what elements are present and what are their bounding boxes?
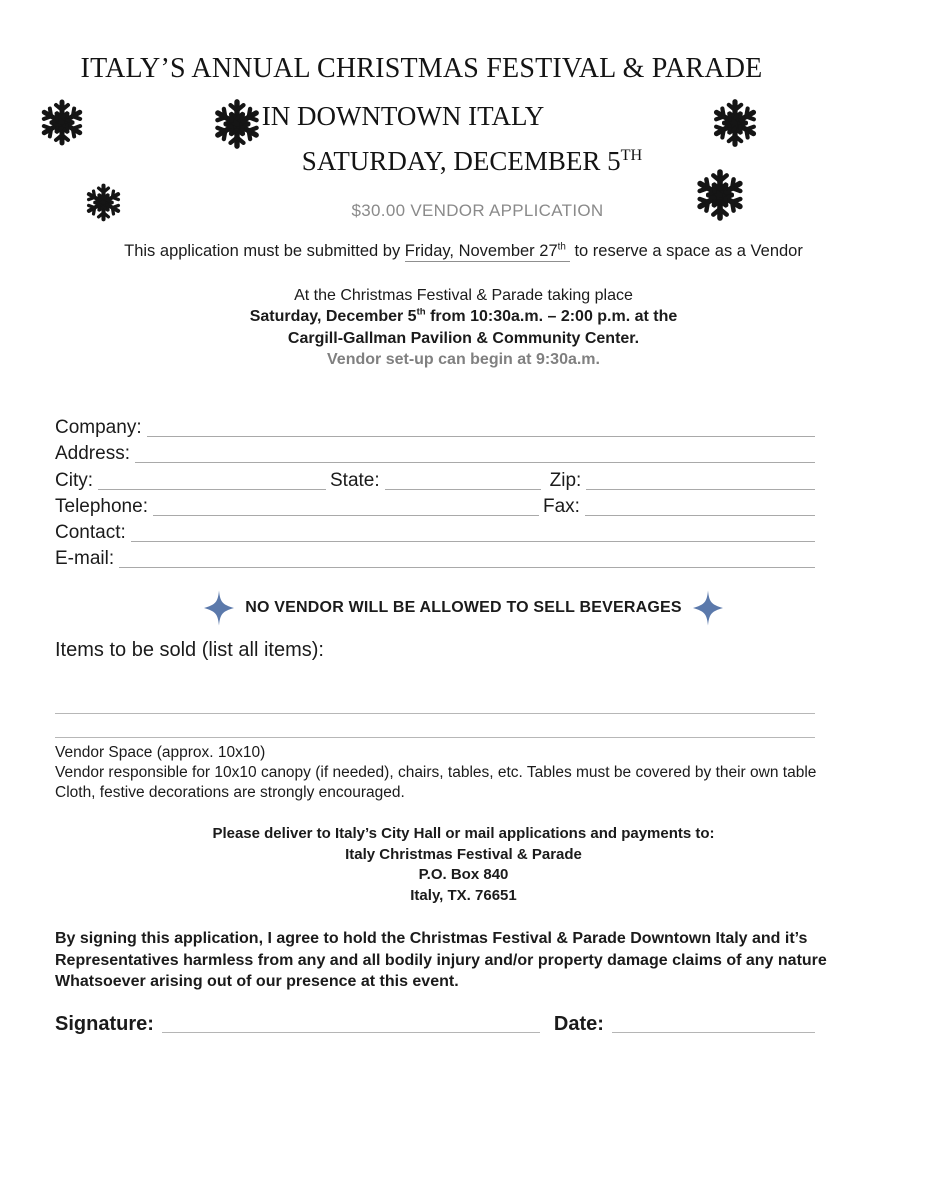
date-label: Date: — [553, 1013, 604, 1035]
vendor-setup-note: Vendor set-up can begin at 9:30a.m. — [327, 351, 600, 369]
telephone-label: Telephone: — [55, 495, 148, 517]
company-label: Company: — [55, 417, 142, 439]
vendor-space-line: Vendor Space (approx. 10x10) — [55, 744, 266, 761]
disclaimer-line: By signing this application, I agree to hold the Christmas Festival & Parade Downtown Italy and it’s — [55, 930, 808, 947]
document-title: ITALY’S ANNUAL CHRISTMAS FESTIVAL & PARADE — [80, 53, 763, 84]
no-beverages-notice — [0, 588, 927, 628]
vendor-contact-form — [55, 414, 815, 571]
event-detail-line: At the Christmas Festival & Parade taking place — [294, 287, 633, 304]
form-row-address — [55, 440, 815, 466]
event-detail-line: Saturday, December 5th from 10:30a.m. – 2:00 p.m. at the — [249, 307, 678, 326]
signature-field-line[interactable] — [162, 1018, 540, 1033]
fax-label: Fax: — [542, 495, 580, 517]
contact-field-line[interactable] — [131, 527, 815, 542]
four-point-star-icon — [204, 590, 234, 626]
mailing-address-block — [0, 824, 927, 906]
state-label: State: — [330, 469, 380, 491]
city-field-line[interactable] — [98, 475, 326, 490]
address-field-line[interactable] — [135, 448, 815, 463]
email-label: E-mail: — [55, 548, 115, 570]
vendor-space-line: Cloth, festive decorations are strongly encouraged. — [55, 784, 405, 802]
form-row-company — [55, 414, 815, 440]
vendor-space-info — [55, 743, 830, 804]
form-row-city-state-zip — [55, 466, 815, 492]
document-title-date: SATURDAY, DECEMBER 5TH — [301, 146, 643, 176]
items-write-line-2[interactable] — [55, 737, 815, 738]
liability-disclaimer — [55, 928, 840, 993]
contact-label: Contact: — [55, 521, 126, 543]
mailing-po-box: P.O. Box 840 — [418, 866, 509, 883]
vendor-space-line: Vendor responsible for 10x10 canopy (if needed), chairs, tables, etc. Tables must be covered by their own table — [55, 764, 817, 782]
city-label: City: — [55, 469, 93, 491]
signature-label: Signature: — [55, 1013, 154, 1035]
zip-label: Zip: — [549, 469, 582, 491]
items-write-line-1[interactable] — [55, 713, 815, 714]
telephone-field-line[interactable] — [153, 501, 539, 516]
address-label: Address: — [55, 443, 130, 465]
four-point-star-icon — [693, 590, 723, 626]
no-beverages-text: NO VENDOR WILL BE ALLOWED TO SELL BEVERAGES — [245, 599, 682, 616]
form-row-telephone-fax — [55, 493, 815, 519]
company-field-line[interactable] — [147, 422, 815, 437]
delivery-instruction: Please deliver to Italy’s City Hall or mail applications and payments to: — [212, 825, 715, 842]
items-to-be-sold-label: Items to be sold (list all items): — [55, 639, 324, 661]
zip-field-line[interactable] — [586, 475, 815, 490]
mailing-city-state-zip: Italy, TX. 76651 — [410, 886, 517, 904]
email-field-line[interactable] — [119, 553, 815, 568]
disclaimer-line: Whatsoever arising out of our presence at this event. — [55, 973, 459, 991]
deadline-date-underlined: Friday, November 27th — [405, 242, 570, 262]
disclaimer-line: Representatives harmless from any and all bodily injury and/or property damage claims of any nature — [55, 951, 827, 969]
deadline-notice: This application must be submitted by Friday, November 27th to reserve a space as a Vendor — [124, 241, 803, 260]
mailing-name: Italy Christmas Festival & Parade — [345, 845, 582, 863]
vendor-fee-line: $30.00 VENDOR APPLICATION — [351, 201, 604, 220]
form-row-contact — [55, 519, 815, 545]
signature-row — [55, 1006, 815, 1036]
fax-field-line[interactable] — [585, 501, 815, 516]
state-field-line[interactable] — [385, 475, 541, 490]
date-field-line[interactable] — [612, 1018, 815, 1033]
document-title-location: IN DOWNTOWN ITALY — [261, 101, 545, 131]
form-row-email — [55, 545, 815, 571]
event-details — [0, 285, 927, 371]
event-venue-line: Cargill-Gallman Pavilion & Community Center. — [287, 329, 640, 347]
